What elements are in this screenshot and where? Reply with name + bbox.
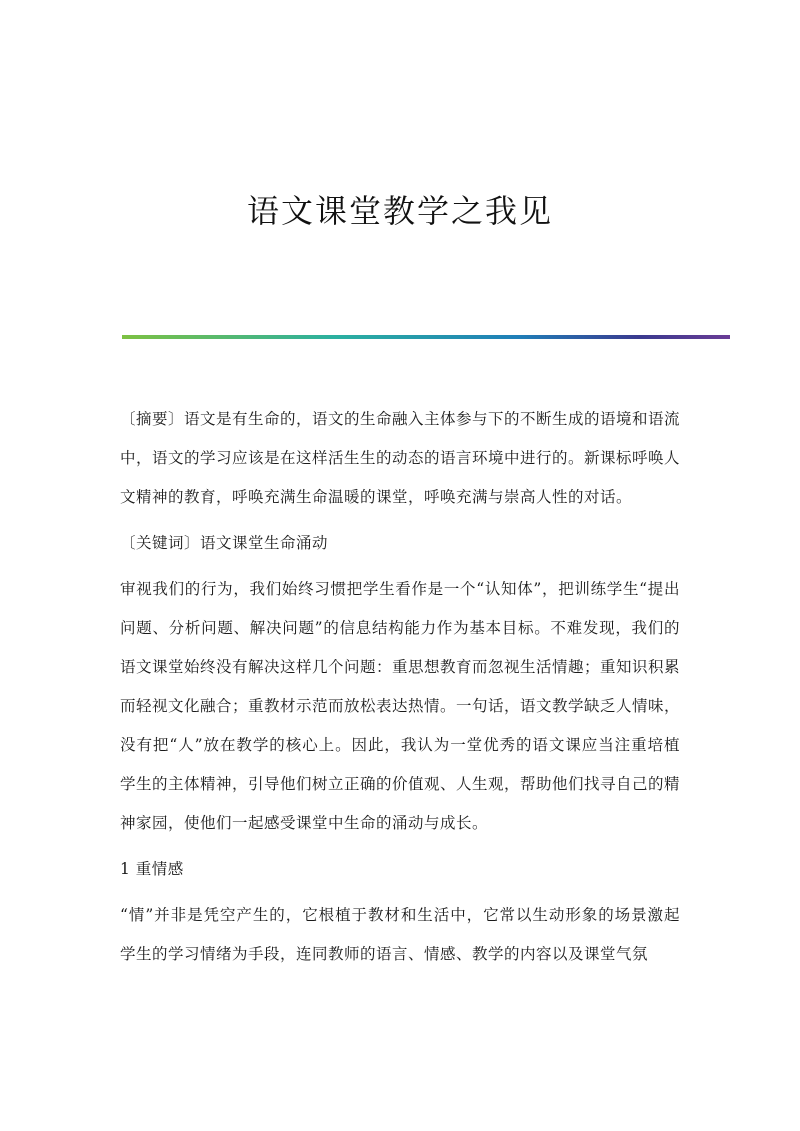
keywords-line: 〔关键词〕语文课堂生命涌动 [120, 534, 329, 552]
body-paragraph: “情”并非是凭空产生的，它根植于教材和生活中，它常以生动形象的场景激起学生的学习情绪为手段，连同教师的语言、情感、教学的内容以及课堂气氛 [120, 906, 680, 963]
title-divider [122, 335, 730, 339]
abstract-paragraph: 〔摘要〕语文是有生命的，语文的生命融入主体参与下的不断生成的语境和语流中，语文的学习应该是在这样活生生的动态的语言环境中进行的。新课标呼唤人文精神的教育，呼唤充满生命温暖的课堂，呼唤充满与崇高人性的对话。 [120, 410, 681, 506]
body-paragraph: 审视我们的行为，我们始终习惯把学生看作是一个“认知体”，把训练学生“提出问题、分析问题、解决问题”的信息结构能力作为基本目标。不难发现，我们的语文课堂始终没有解决这样几个问题：重思想教育而忽视生活情趣；重知识积累而轻视文化融合；重教材示范而放松表达热情。一句话，语文教学缺乏人情味，没有把“人”放在教学的核心上。因此，我认为一堂优秀的语文课应当注重培植学生的主体精神，引导他们树立正确的价值观、人生观，帮助他们找寻自己的精神家园，使他们一起感受课堂中生命的涌动与成长。 [120, 580, 681, 832]
document-title: 语文课堂教学之我见 [246, 192, 553, 230]
section-heading: 1 重情感 [120, 860, 184, 878]
document-body [120, 400, 680, 974]
